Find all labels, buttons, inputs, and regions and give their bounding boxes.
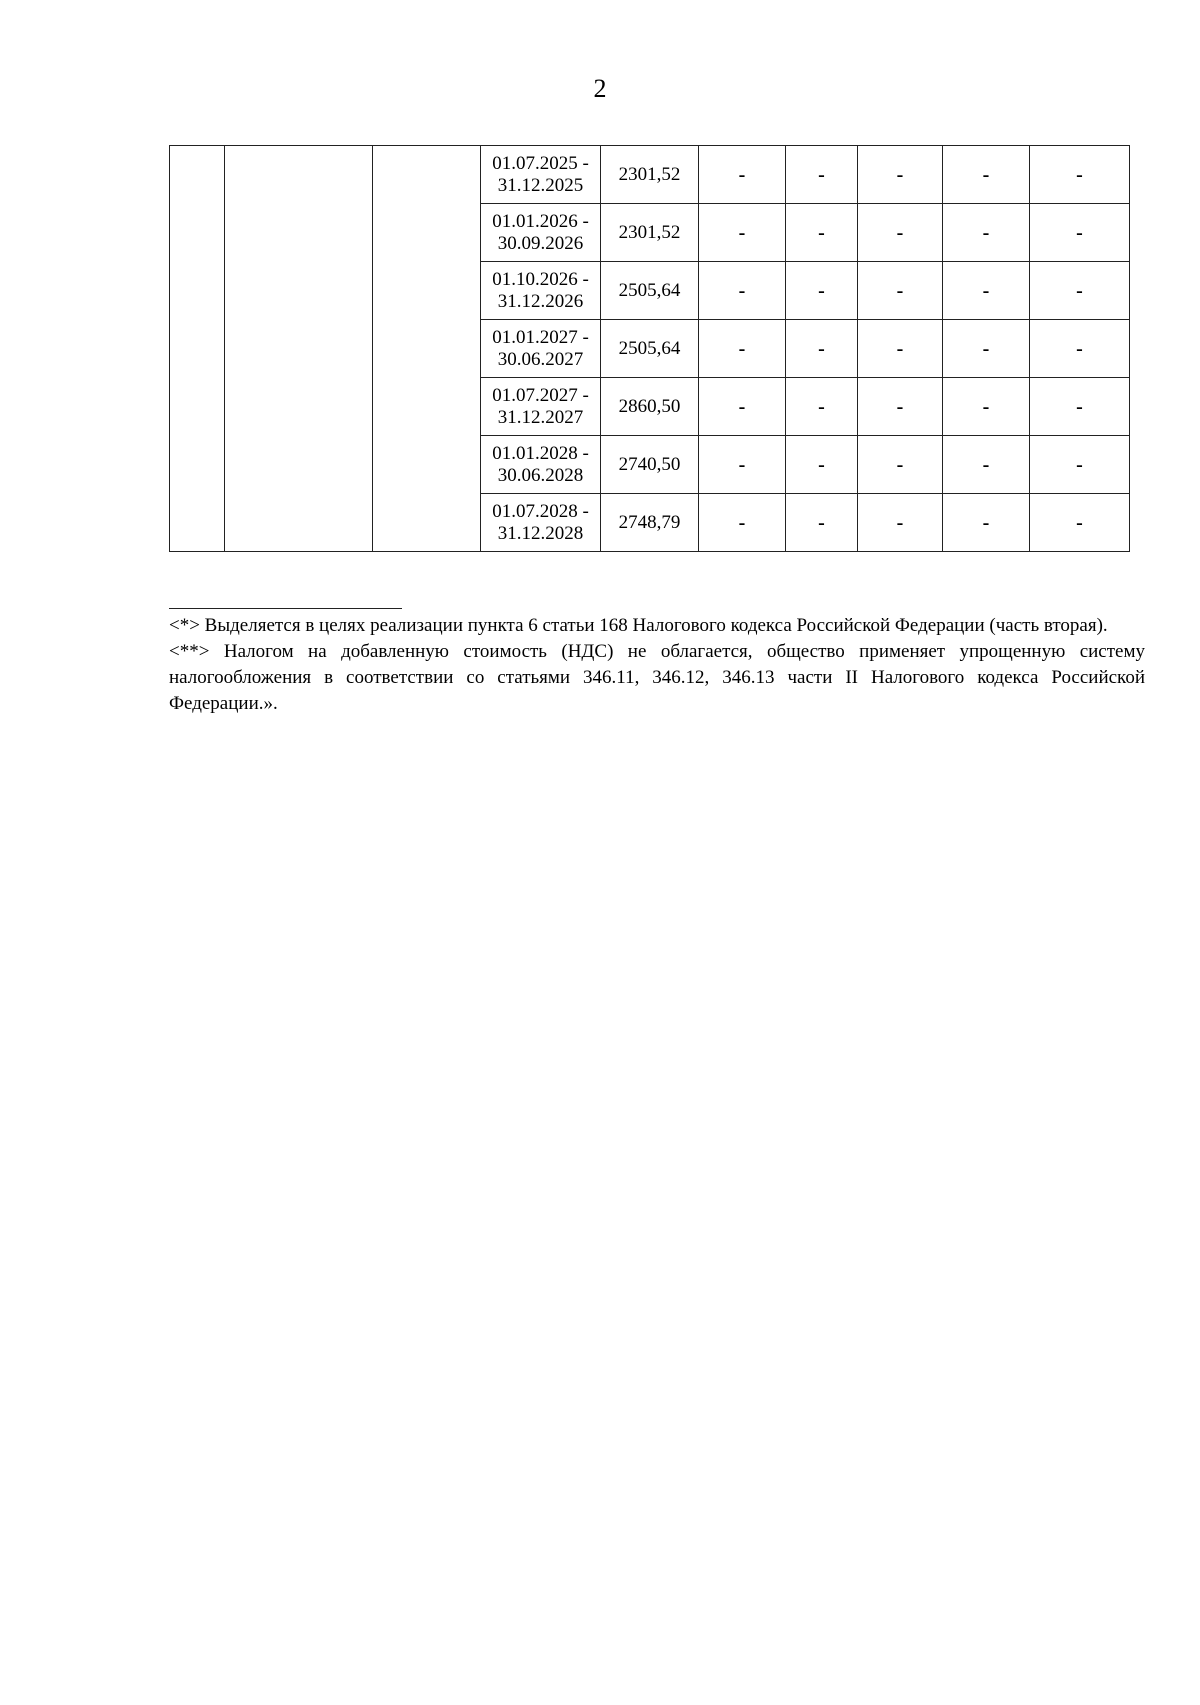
period-start: 01.01.2026 - bbox=[492, 210, 589, 232]
page-number: 2 bbox=[593, 74, 607, 103]
tariff-value-cell: 2748,79 bbox=[601, 494, 699, 552]
empty-value-cell: - bbox=[858, 204, 943, 262]
period-end: 31.12.2026 bbox=[497, 290, 584, 312]
period-cell bbox=[481, 494, 601, 552]
period-cell bbox=[481, 262, 601, 320]
footnotes bbox=[169, 613, 1145, 717]
merged-name-cell bbox=[225, 146, 373, 552]
period-end: 30.06.2028 bbox=[497, 464, 584, 486]
period-end: 30.09.2026 bbox=[497, 232, 584, 254]
empty-value-cell: - bbox=[858, 262, 943, 320]
empty-value-cell: - bbox=[858, 436, 943, 494]
period-end: 30.06.2027 bbox=[497, 348, 584, 370]
merged-type-cell bbox=[373, 146, 481, 552]
tariff-value-cell: 2301,52 bbox=[601, 204, 699, 262]
empty-value-cell: - bbox=[1030, 262, 1130, 320]
tariff-value-cell: 2860,50 bbox=[601, 378, 699, 436]
period-cell bbox=[481, 436, 601, 494]
period-cell bbox=[481, 146, 601, 204]
empty-value-cell: - bbox=[786, 320, 858, 378]
empty-value-cell: - bbox=[943, 146, 1030, 204]
tariff-table bbox=[169, 145, 1130, 552]
empty-value-cell: - bbox=[858, 378, 943, 436]
empty-value-cell: - bbox=[786, 494, 858, 552]
period-start: 01.01.2028 - bbox=[492, 442, 589, 464]
empty-value-cell: - bbox=[1030, 494, 1130, 552]
empty-value-cell: - bbox=[943, 262, 1030, 320]
empty-value-cell: - bbox=[858, 146, 943, 204]
empty-value-cell: - bbox=[943, 436, 1030, 494]
tariff-value-cell: 2740,50 bbox=[601, 436, 699, 494]
empty-value-cell: - bbox=[1030, 378, 1130, 436]
empty-value-cell: - bbox=[1030, 204, 1130, 262]
empty-value-cell: - bbox=[786, 262, 858, 320]
empty-value-cell: - bbox=[1030, 436, 1130, 494]
empty-value-cell: - bbox=[786, 204, 858, 262]
period-cell bbox=[481, 320, 601, 378]
period-start: 01.07.2028 - bbox=[492, 500, 589, 522]
tariff-table-body bbox=[170, 146, 1130, 552]
empty-value-cell: - bbox=[786, 378, 858, 436]
footnote-separator bbox=[169, 608, 402, 609]
empty-value-cell: - bbox=[699, 378, 786, 436]
empty-value-cell: - bbox=[699, 262, 786, 320]
period-start: 01.07.2025 - bbox=[492, 152, 589, 174]
period-end: 31.12.2025 bbox=[497, 174, 584, 196]
period-cell bbox=[481, 204, 601, 262]
empty-value-cell: - bbox=[786, 436, 858, 494]
empty-value-cell: - bbox=[943, 378, 1030, 436]
period-end: 31.12.2027 bbox=[497, 406, 584, 428]
empty-value-cell: - bbox=[699, 436, 786, 494]
period-cell bbox=[481, 378, 601, 436]
table-row bbox=[170, 146, 1130, 204]
empty-value-cell: - bbox=[1030, 146, 1130, 204]
empty-value-cell: - bbox=[943, 494, 1030, 552]
empty-value-cell: - bbox=[699, 146, 786, 204]
tariff-value-cell: 2505,64 bbox=[601, 320, 699, 378]
empty-value-cell: - bbox=[786, 146, 858, 204]
tariff-value-cell: 2505,64 bbox=[601, 262, 699, 320]
period-start: 01.01.2027 - bbox=[492, 326, 589, 348]
empty-value-cell: - bbox=[699, 320, 786, 378]
empty-value-cell: - bbox=[1030, 320, 1130, 378]
period-end: 31.12.2028 bbox=[497, 522, 584, 544]
empty-value-cell: - bbox=[858, 494, 943, 552]
footnote-double-asterisk: <**> Налогом на добавленную стоимость (НДС) не облагается, общество применяет упрощенную систему налогообложения в соответствии со статьями 346.11, 346.12, 346.13 части II Налогового кодекса Российской Федерации.». bbox=[169, 641, 1145, 714]
period-start: 01.10.2026 - bbox=[492, 268, 589, 290]
tariff-value-cell: 2301,52 bbox=[601, 146, 699, 204]
empty-value-cell: - bbox=[699, 494, 786, 552]
merged-number-cell bbox=[170, 146, 225, 552]
footnote-single-asterisk: <*> Выделяется в целях реализации пункта 6 статьи 168 Налогового кодекса Российской Федерации (часть вторая). bbox=[169, 615, 1108, 636]
empty-value-cell: - bbox=[699, 204, 786, 262]
empty-value-cell: - bbox=[858, 320, 943, 378]
empty-value-cell: - bbox=[943, 320, 1030, 378]
empty-value-cell: - bbox=[943, 204, 1030, 262]
period-start: 01.07.2027 - bbox=[492, 384, 589, 406]
